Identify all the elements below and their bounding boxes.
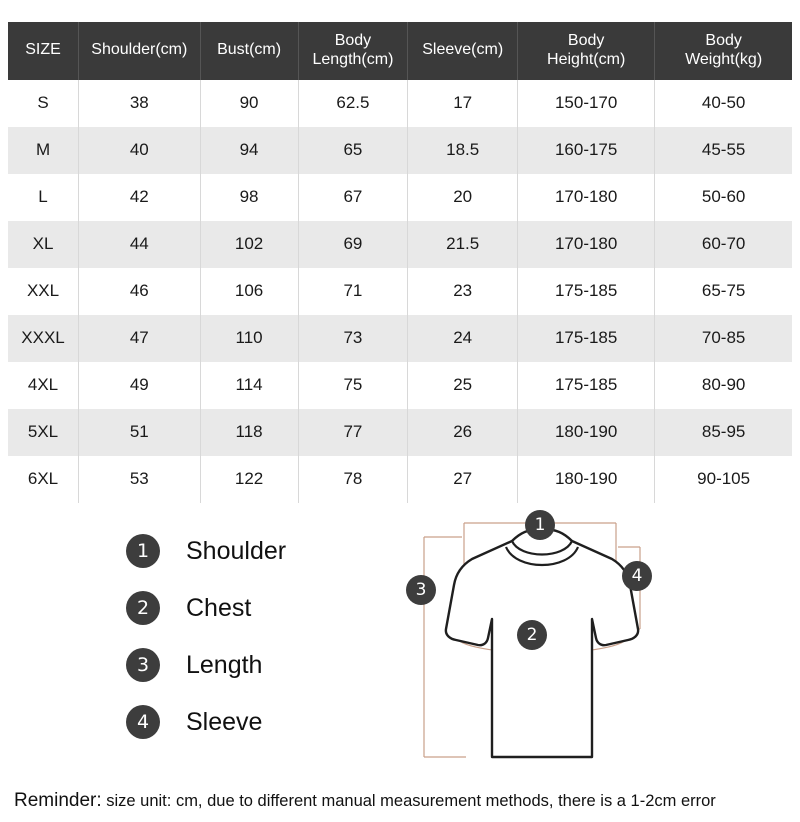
diagram-marker-3: 3 bbox=[406, 575, 436, 605]
cell-shoulder: 38 bbox=[79, 80, 201, 127]
table-row bbox=[8, 221, 792, 268]
cell-length: 77 bbox=[298, 409, 408, 456]
tshirt-illustration-icon bbox=[400, 507, 730, 769]
column-header-body-height bbox=[518, 22, 655, 80]
cell-weight: 40-50 bbox=[655, 80, 792, 127]
cell-bust: 106 bbox=[200, 268, 298, 315]
legend-and-diagram bbox=[8, 507, 792, 779]
table-row bbox=[8, 127, 792, 174]
cell-shoulder: 47 bbox=[79, 315, 201, 362]
reminder-note bbox=[0, 790, 800, 812]
cell-shoulder: 42 bbox=[79, 174, 201, 221]
cell-height: 170-180 bbox=[518, 221, 655, 268]
cell-sleeve: 24 bbox=[408, 315, 518, 362]
cell-size: XL bbox=[8, 221, 79, 268]
cell-weight: 70-85 bbox=[655, 315, 792, 362]
cell-sleeve: 17 bbox=[408, 80, 518, 127]
diagram-marker-4: 4 bbox=[622, 561, 652, 591]
diagram-marker-2: 2 bbox=[517, 620, 547, 650]
cell-shoulder: 46 bbox=[79, 268, 201, 315]
cell-size: 6XL bbox=[8, 456, 79, 503]
cell-height: 175-185 bbox=[518, 268, 655, 315]
cell-sleeve: 20 bbox=[408, 174, 518, 221]
cell-length: 65 bbox=[298, 127, 408, 174]
column-header-body-weight bbox=[655, 22, 792, 80]
column-header-body-length bbox=[298, 22, 408, 80]
cell-sleeve: 23 bbox=[408, 268, 518, 315]
number-badge-2-icon: 2 bbox=[126, 591, 160, 625]
table-row bbox=[8, 174, 792, 221]
cell-weight: 80-90 bbox=[655, 362, 792, 409]
size-chart-page bbox=[0, 22, 800, 822]
size-table bbox=[8, 22, 792, 503]
header-line-2: Weight(kg) bbox=[685, 50, 763, 68]
diagram-marker-1: 1 bbox=[525, 510, 555, 540]
number-badge-4-icon: 4 bbox=[126, 705, 160, 739]
table-row bbox=[8, 456, 792, 503]
table-row bbox=[8, 268, 792, 315]
legend-item-chest bbox=[126, 580, 386, 637]
cell-sleeve: 27 bbox=[408, 456, 518, 503]
legend-label-chest: Chest bbox=[186, 593, 252, 622]
cell-shoulder: 51 bbox=[79, 409, 201, 456]
legend-label-shoulder: Shoulder bbox=[186, 536, 287, 565]
number-badge-3-icon: 3 bbox=[126, 648, 160, 682]
cell-height: 175-185 bbox=[518, 315, 655, 362]
cell-bust: 102 bbox=[200, 221, 298, 268]
cell-size: XXL bbox=[8, 268, 79, 315]
table-row bbox=[8, 80, 792, 127]
cell-bust: 90 bbox=[200, 80, 298, 127]
cell-size: XXXL bbox=[8, 315, 79, 362]
table-row bbox=[8, 362, 792, 409]
cell-length: 71 bbox=[298, 268, 408, 315]
cell-size: 4XL bbox=[8, 362, 79, 409]
cell-shoulder: 49 bbox=[79, 362, 201, 409]
reminder-text: size unit: cm, due to different manual measurement methods, there is a 1-2cm error bbox=[101, 792, 716, 810]
cell-height: 160-175 bbox=[518, 127, 655, 174]
cell-weight: 60-70 bbox=[655, 221, 792, 268]
cell-bust: 98 bbox=[200, 174, 298, 221]
cell-size: L bbox=[8, 174, 79, 221]
legend-item-shoulder bbox=[126, 523, 386, 580]
header-line-2: Height(cm) bbox=[547, 50, 626, 68]
cell-weight: 85-95 bbox=[655, 409, 792, 456]
cell-shoulder: 44 bbox=[79, 221, 201, 268]
cell-size: S bbox=[8, 80, 79, 127]
legend-item-sleeve bbox=[126, 694, 386, 751]
cell-weight: 90-105 bbox=[655, 456, 792, 503]
column-header-shoulder: Shoulder(cm) bbox=[79, 22, 201, 80]
cell-bust: 114 bbox=[200, 362, 298, 409]
cell-size: M bbox=[8, 127, 79, 174]
cell-height: 170-180 bbox=[518, 174, 655, 221]
cell-weight: 50-60 bbox=[655, 174, 792, 221]
measurement-legend bbox=[126, 523, 386, 751]
legend-label-sleeve: Sleeve bbox=[186, 707, 263, 736]
cell-height: 180-190 bbox=[518, 409, 655, 456]
cell-weight: 45-55 bbox=[655, 127, 792, 174]
cell-length: 62.5 bbox=[298, 80, 408, 127]
table-body bbox=[8, 80, 792, 503]
cell-sleeve: 26 bbox=[408, 409, 518, 456]
cell-length: 69 bbox=[298, 221, 408, 268]
cell-sleeve: 21.5 bbox=[408, 221, 518, 268]
legend-label-length: Length bbox=[186, 650, 263, 679]
cell-sleeve: 18.5 bbox=[408, 127, 518, 174]
cell-sleeve: 25 bbox=[408, 362, 518, 409]
column-header-bust: Bust(cm) bbox=[200, 22, 298, 80]
cell-height: 175-185 bbox=[518, 362, 655, 409]
cell-height: 180-190 bbox=[518, 456, 655, 503]
cell-length: 78 bbox=[298, 456, 408, 503]
table-header-row bbox=[8, 22, 792, 80]
table-row bbox=[8, 315, 792, 362]
column-header-size: SIZE bbox=[8, 22, 79, 80]
cell-length: 73 bbox=[298, 315, 408, 362]
cell-bust: 94 bbox=[200, 127, 298, 174]
cell-shoulder: 40 bbox=[79, 127, 201, 174]
number-badge-1-icon: 1 bbox=[126, 534, 160, 568]
cell-length: 67 bbox=[298, 174, 408, 221]
table-row bbox=[8, 409, 792, 456]
cell-shoulder: 53 bbox=[79, 456, 201, 503]
cell-bust: 122 bbox=[200, 456, 298, 503]
cell-size: 5XL bbox=[8, 409, 79, 456]
legend-item-length bbox=[126, 637, 386, 694]
header-line-1: Body bbox=[567, 32, 605, 49]
tshirt-diagram bbox=[400, 507, 730, 769]
cell-length: 75 bbox=[298, 362, 408, 409]
cell-height: 150-170 bbox=[518, 80, 655, 127]
cell-bust: 110 bbox=[200, 315, 298, 362]
reminder-label: Reminder: bbox=[14, 790, 102, 811]
header-line-1: Body bbox=[334, 32, 372, 49]
column-header-sleeve: Sleeve(cm) bbox=[408, 22, 518, 80]
cell-bust: 118 bbox=[200, 409, 298, 456]
header-line-2: Length(cm) bbox=[312, 50, 394, 68]
cell-weight: 65-75 bbox=[655, 268, 792, 315]
header-line-1: Body bbox=[705, 32, 742, 49]
